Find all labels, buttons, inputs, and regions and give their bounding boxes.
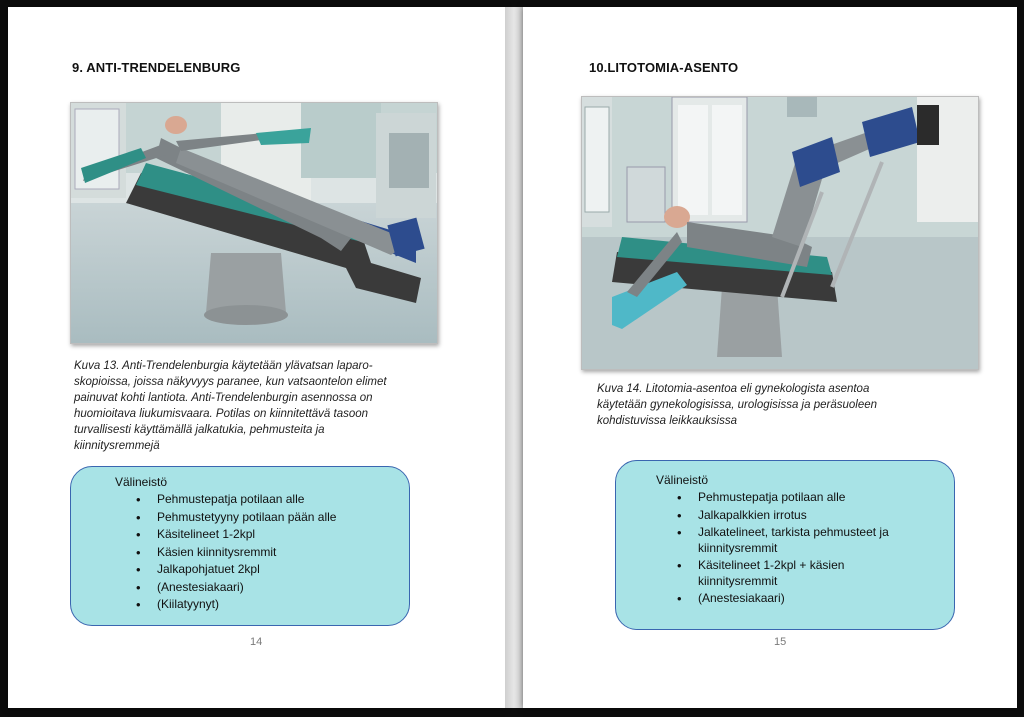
section-heading: 9. ANTI-TRENDELENBURG <box>72 60 241 75</box>
equipment-item <box>136 492 396 508</box>
equipment-item-text: • Pehmustepatja potilaan alle <box>698 490 846 504</box>
equipment-item <box>677 558 937 589</box>
equipment-item <box>136 510 396 526</box>
equipment-item <box>136 597 396 613</box>
page-14 <box>8 7 505 708</box>
equipment-item <box>677 490 937 506</box>
equipment-item-text: • Käsitelineet 1-2kpl + käsien <box>698 558 845 572</box>
caption-line: turvallisesti käyttämällä jalkatukia, pehmusteita ja <box>74 424 325 436</box>
caption-line: kohdistuvissa leikkauksissa <box>597 415 737 427</box>
equipment-item <box>677 508 937 524</box>
equipment-item-text: • (Anestesiakaari) <box>698 591 785 605</box>
figure-caption <box>74 358 387 454</box>
equipment-list <box>136 492 396 615</box>
caption-line: skopioissa, joissa näkyvyys paranee, kun vatsaontelon elimet <box>74 376 387 388</box>
page-number: 15 <box>774 636 787 648</box>
equipment-item-text: • (Anestesiakaari) <box>157 579 244 594</box>
equipment-item-text: • Jalkapohjatuet 2kpl <box>157 562 260 576</box>
equipment-title: Välineistö <box>115 475 168 489</box>
equipment-item <box>136 527 396 543</box>
equipment-item-text: • Pehmustepatja potilaan alle <box>157 492 305 506</box>
equipment-item-text: kiinnitysremmit <box>698 573 778 588</box>
equipment-item <box>677 591 937 607</box>
page-15 <box>523 7 1017 708</box>
anti-trendelenburg-photo <box>70 102 438 344</box>
caption-line: Kuva 14. Litotomia-asentoa eli gynekologista asentoa <box>597 383 870 395</box>
equipment-item-text: • Pehmustetyyny potilaan pään alle <box>157 509 337 524</box>
section-heading: 10.LITOTOMIA-ASENTO <box>589 60 739 75</box>
equipment-item <box>136 580 396 596</box>
caption-line: Kuva 13. Anti-Trendelenburgia käytetään ylävatsan laparo- <box>74 360 373 372</box>
lithotomy-photo <box>581 96 979 370</box>
equipment-title: Välineistö <box>656 473 709 487</box>
equipment-item-text: • Käsitelineet 1-2kpl <box>157 527 256 541</box>
caption-line: painuvat kohti lantiota. Anti-Trendelenburgin asennossa on <box>74 392 373 404</box>
equipment-box <box>615 460 955 630</box>
caption-line: kiinnitysremmejä <box>74 440 160 452</box>
equipment-list <box>677 490 937 609</box>
figure-caption <box>597 381 877 429</box>
equipment-item-text: • Käsien kiinnitysremmit <box>157 544 277 559</box>
equipment-item <box>136 545 396 561</box>
equipment-item-text: kiinnitysremmit <box>698 540 778 555</box>
equipment-item-text: • Jalkapalkkien irrotus <box>698 507 807 522</box>
document-spread <box>8 7 1017 708</box>
equipment-item-text: • (Kiilatyynyt) <box>157 597 220 611</box>
caption-line: käytetään gynekologisissa, urologisissa ja peräsuoleen <box>597 399 878 411</box>
page-number: 14 <box>250 636 263 648</box>
equipment-item-text: • Jalkatelineet, tarkista pehmusteet ja <box>698 525 889 539</box>
equipment-box <box>70 466 410 626</box>
caption-line: huomioitava liukumisvaara. Potilas on kiinnitettävä tasoon <box>74 408 369 420</box>
equipment-item <box>136 562 396 578</box>
page-gutter <box>505 7 523 708</box>
equipment-item <box>677 525 937 556</box>
